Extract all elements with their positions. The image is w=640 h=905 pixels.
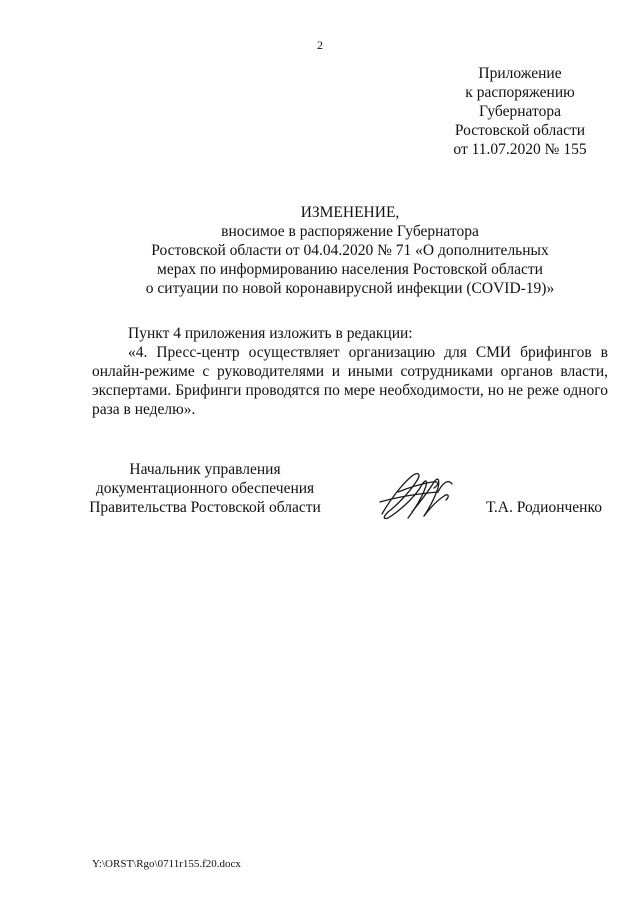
appendix-line: Губернатора xyxy=(479,103,561,120)
page-number: 2 xyxy=(317,38,323,52)
heading-line: Ростовской области от 04.04.2020 № 71 «О дополнительных xyxy=(151,242,549,259)
heading-line: вносимое в распоряжение Губернатора xyxy=(221,223,479,240)
signatory-title xyxy=(80,460,330,517)
document-heading xyxy=(110,203,590,298)
appendix-block xyxy=(440,64,600,159)
signatory-title-line: документационного обеспечения xyxy=(95,480,315,497)
heading-line: о ситуации по новой коронавирусной инфекции (COVID-19)» xyxy=(145,280,555,297)
quoted-paragraph: «4. Пресс-центр осуществляет организацию для СМИ брифингов в онлайн-режиме с руководителями и иными сотрудниками органов власти, экспертами. Брифинги проводятся по мере необходимости, но не реже одного раза в неделю». xyxy=(92,344,608,418)
handwritten-signature-icon xyxy=(368,462,468,532)
appendix-line: Приложение xyxy=(478,65,562,82)
intro-paragraph: Пункт 4 приложения изложить в редакции: xyxy=(128,325,413,342)
heading-title: ИЗМЕНЕНИЕ, xyxy=(300,204,400,221)
heading-line: мерах по информированию населения Ростовской области xyxy=(157,261,543,278)
appendix-line: Ростовской области xyxy=(454,122,586,139)
appendix-line: от 11.07.2020 № 155 xyxy=(453,141,587,158)
signatory-title-line: Начальник управления xyxy=(129,461,281,478)
footer-file-path: Y:\ORST\Rgo\0711r155.f20.docx xyxy=(92,858,241,870)
document-body xyxy=(92,324,608,419)
appendix-line: к распоряжению xyxy=(465,84,575,101)
signer-name: Т.А. Родионченко xyxy=(486,499,602,516)
signatory-title-line: Правительства Ростовской области xyxy=(89,499,321,516)
